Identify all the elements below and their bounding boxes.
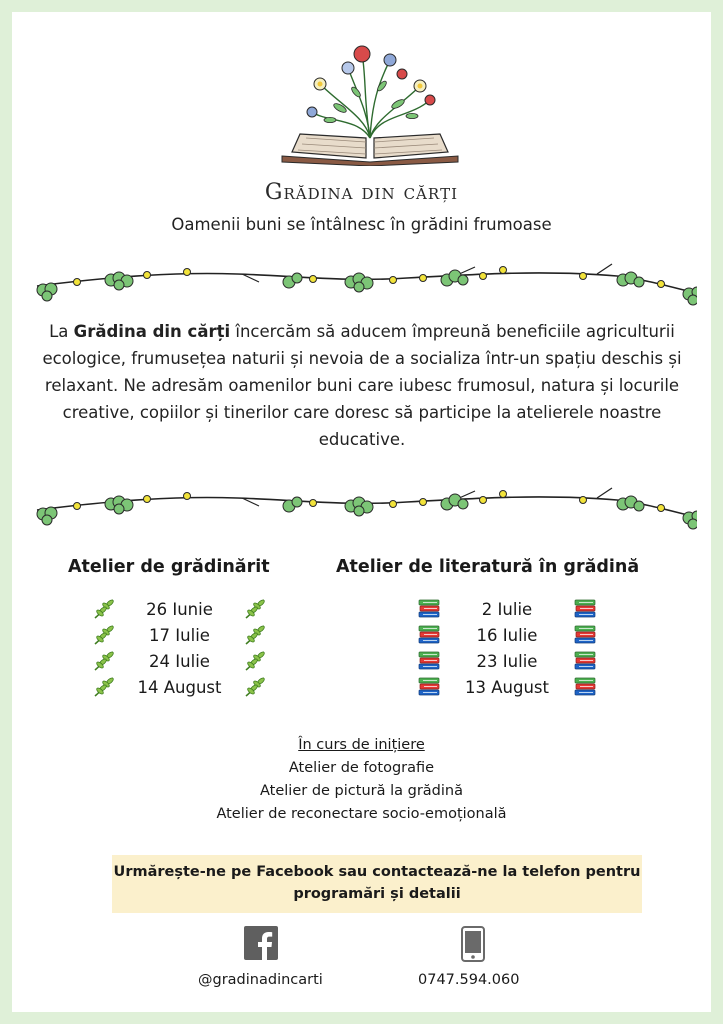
herb-icon — [92, 624, 116, 646]
date-text: 2 Iulie — [481, 599, 533, 619]
date-text: 23 Iulie — [476, 651, 538, 671]
date-text: 17 Iulie — [149, 625, 210, 645]
books-icon — [573, 624, 597, 646]
books-icon — [573, 598, 597, 620]
date-text: 24 Iulie — [149, 651, 210, 671]
book-flowers-logo-icon — [270, 34, 470, 166]
upcoming-heading: În curs de inițiere — [298, 737, 425, 753]
herb-icon — [243, 676, 267, 698]
books-icon — [417, 650, 441, 672]
phone-icon[interactable] — [461, 926, 485, 962]
books-icon — [573, 650, 597, 672]
facebook-icon[interactable] — [244, 926, 278, 960]
date-row — [417, 596, 597, 622]
books-icon — [417, 598, 441, 620]
herb-icon — [92, 676, 116, 698]
upcoming-item: Atelier de reconectare socio-emoțională — [216, 806, 507, 822]
vine-divider-icon — [27, 486, 697, 530]
facebook-handle-link[interactable]: @gradinadincarti — [198, 972, 323, 988]
herb-icon — [92, 598, 116, 620]
books-icon — [573, 676, 597, 698]
brand-title: Grădina din cărți — [264, 180, 459, 205]
intro-paragraph — [38, 318, 686, 453]
contact-note — [112, 855, 642, 913]
books-icon — [417, 624, 441, 646]
date-text: 14 August — [137, 677, 222, 697]
intro-brand-bold: Grădina din cărți — [73, 322, 231, 341]
date-row — [417, 648, 597, 674]
herb-icon — [92, 650, 116, 672]
literature-dates-list — [417, 596, 597, 700]
literature-workshop-title: Atelier de literatură în grădină — [336, 557, 640, 577]
date-row — [92, 648, 267, 674]
flyer-page — [12, 12, 711, 1012]
upcoming-item: Atelier de fotografie — [288, 760, 435, 776]
upcoming-item: Atelier de pictură la grădină — [260, 783, 463, 799]
date-row — [417, 622, 597, 648]
date-row — [92, 622, 267, 648]
contact-note-line: programări și detalii — [293, 886, 461, 902]
date-row — [417, 674, 597, 700]
date-text: 26 Iunie — [146, 599, 213, 619]
date-text: 16 Iulie — [476, 625, 538, 645]
intro-text: încercăm să aducem împreună beneficiile agriculturii ecologice, frumusețea naturii și nevoia de a socializa într-un spațiu deschis și relaxant. Ne adresăm oamenilor buni care iubesc frumosul, natura și locurile creative, copiilor și tinerilor care doresc să participe la atelierele noastre educative. — [42, 322, 682, 449]
date-row — [92, 596, 267, 622]
date-row — [92, 674, 267, 700]
gardening-workshop-title: Atelier de grădinărit — [68, 557, 270, 577]
tagline: Oamenii buni se întâlnesc în grădini frumoase — [171, 215, 552, 234]
date-text: 13 August — [465, 677, 549, 697]
upcoming-workshops — [12, 734, 711, 826]
herb-icon — [243, 598, 267, 620]
herb-icon — [243, 650, 267, 672]
gardening-dates-list — [92, 596, 267, 700]
phone-number-link[interactable]: 0747.594.060 — [418, 972, 520, 988]
intro-prefix: La — [49, 322, 74, 341]
herb-icon — [243, 624, 267, 646]
vine-divider-icon — [27, 262, 697, 306]
contact-note-line: Urmărește-ne pe Facebook sau contactează-ne la telefon pentru — [113, 864, 641, 880]
books-icon — [417, 676, 441, 698]
